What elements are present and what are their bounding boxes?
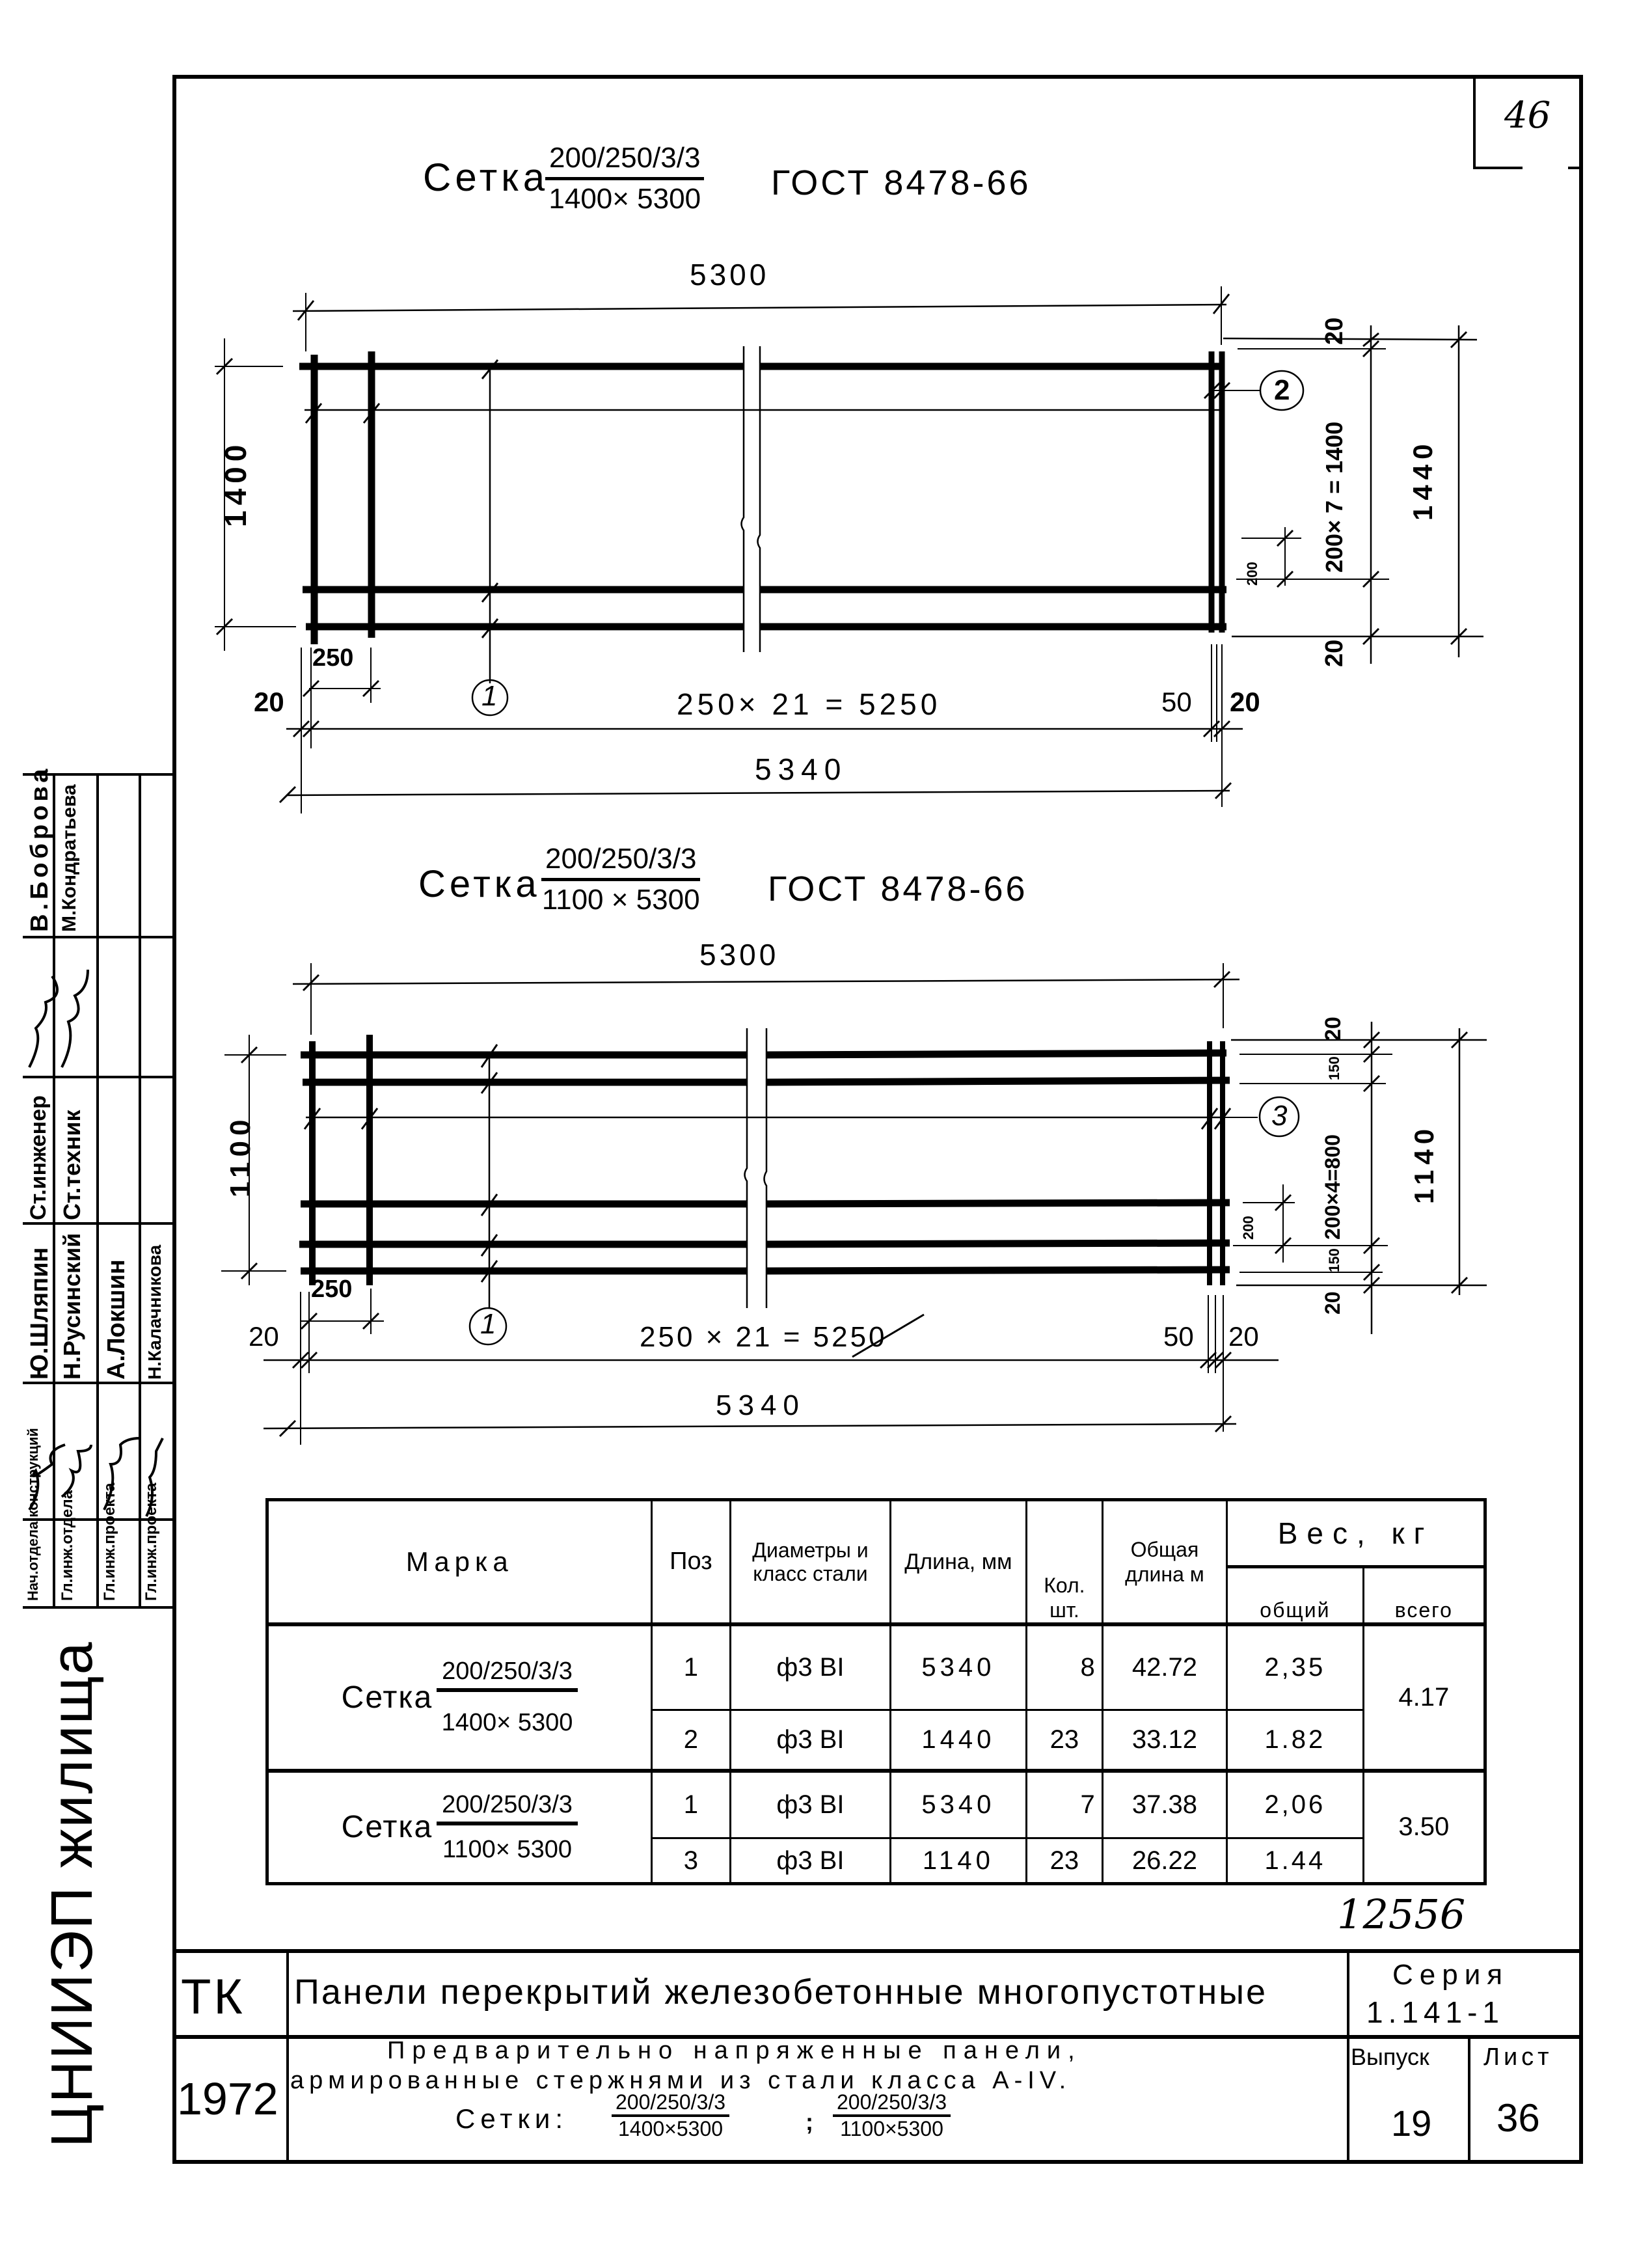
drawing1-title-numerator: 200/250/3/3 (545, 142, 704, 180)
drawing2-title-numerator: 200/250/3/3 (541, 843, 700, 881)
mesh-drawing-2 (221, 963, 1487, 1445)
d1-dim-50: 50 (1161, 687, 1192, 717)
d1-dim-5300-top: 5300 (690, 258, 770, 292)
group2-mark-prefix: Сетка (341, 1810, 433, 1845)
title-block-separator: ; (806, 2109, 813, 2135)
specification-table (265, 1498, 1487, 1885)
d1-dim-200x7: 200× 7 = 1400 (1321, 421, 1347, 573)
series-label: Серия (1392, 1959, 1510, 1991)
cell-total-length: 37.38 (1102, 1771, 1226, 1838)
stamp-org-name: ЦНИИЭП жилища (40, 1641, 105, 2148)
table-row (267, 1771, 1485, 1838)
d1-dim-20-left: 20 (254, 687, 284, 717)
cell-diameter: ф3 ВI (731, 1710, 890, 1771)
cell-diameter: ф3 ВI (731, 1771, 890, 1838)
drawing1-title-standard: ГОСТ 8478-66 (771, 163, 1031, 202)
cell-length: 1440 (890, 1710, 1026, 1771)
title-block-main-title: Панели перекрытий железобетонные многопустотные (294, 1973, 1268, 2012)
header-length: Длина, мм (890, 1500, 1026, 1624)
title-block-frac1 (612, 2090, 729, 2141)
issue-value: 19 (1391, 2103, 1432, 2144)
title-block-subtitle-line2: армированные стержнями из стали класса А-IV. (290, 2067, 1072, 2094)
inventory-number: 12556 (1337, 1891, 1466, 1938)
d2-position-1: 1 (480, 1308, 496, 1340)
series-value: 1.141-1 (1366, 1995, 1505, 2029)
d2-dim-1140: 1140 (1409, 1123, 1439, 1204)
drawing2-title-denominator: 1100 × 5300 (541, 884, 700, 916)
d2-dim-5340: 5340 (716, 1389, 806, 1421)
sheet-value: 36 (1496, 2096, 1540, 2140)
d2-dim-20-bottom-right: 20 (1321, 1291, 1344, 1315)
drawing1-title-fraction (545, 142, 704, 215)
d1-dim-20-top-right: 20 (1321, 317, 1348, 345)
title-block-frac2-den: 1100×5300 (840, 2117, 943, 2140)
sheet-label: Лист (1483, 2043, 1553, 2071)
title-block-frac1-num: 200/250/3/3 (612, 2090, 729, 2117)
cell-total-length: 26.22 (1102, 1838, 1226, 1884)
stamp-name-bobrova: В.Боброва (26, 765, 53, 932)
stamp-role-4: Гл.инж.проекта (142, 1482, 160, 1601)
group1-mark-numerator: 200/250/3/3 (437, 1658, 578, 1692)
cell-weight: 2,06 (1227, 1771, 1363, 1838)
d1-dim-5250: 250× 21 = 5250 (677, 687, 941, 721)
d2-dim-1100-left: 1100 (224, 1114, 256, 1197)
title-block-code: ТК (181, 1969, 245, 2025)
stamp-name-kalachnikova: Н.Калачникова (144, 1244, 165, 1380)
title-block-frac2 (833, 2090, 951, 2141)
d1-dim-250: 250 (312, 644, 354, 672)
d2-dim-5250: 250 × 21 = 5250 (640, 1321, 887, 1353)
d2-dim-20-top-right: 20 (1321, 1017, 1346, 1041)
drawing1-title-prefix: Сетка (423, 156, 549, 199)
stamp-role-1: Нач.отдела конструкций (25, 1428, 41, 1601)
title-block-subtitle-prefix: Сетки: (455, 2103, 569, 2134)
header-total-length: Общая длина м (1102, 1500, 1226, 1624)
cell-length: 1140 (890, 1838, 1026, 1884)
d2-dim-20-right: 20 (1228, 1321, 1259, 1352)
stamp-name-rusinsky: Н.Русинский (59, 1233, 85, 1380)
cell-diameter: ф3 ВI (731, 1624, 890, 1710)
stamp-name-lokshin: А.Локшин (103, 1259, 130, 1380)
title-block-frac1-den: 1400×5300 (617, 2117, 724, 2140)
cell-count: 23 (1027, 1838, 1103, 1884)
d2-dim-150-top: 150 (1326, 1056, 1342, 1080)
header-pos: Поз (651, 1500, 731, 1624)
d2-dim-200-small: 200 (1240, 1216, 1256, 1240)
cell-pos: 3 (651, 1838, 731, 1884)
d2-dim-50: 50 (1163, 1321, 1194, 1352)
cell-weight: 1.44 (1227, 1838, 1363, 1884)
d1-dim-1440: 1440 (1407, 439, 1438, 521)
d1-dim-20-right: 20 (1230, 687, 1260, 717)
stamp-title-senior-technician: Ст.техник (59, 1110, 85, 1220)
cell-pos: 1 (651, 1624, 731, 1710)
d2-dim-20-left: 20 (249, 1321, 279, 1352)
title-block-frac2-num: 200/250/3/3 (833, 2090, 951, 2117)
d1-position-1: 1 (481, 680, 498, 712)
header-weight: Вес, кг (1227, 1500, 1485, 1567)
header-mark: Марка (267, 1500, 652, 1624)
group2-mark (267, 1771, 652, 1884)
d1-dim-5340: 5340 (755, 752, 848, 786)
title-block-subtitle-line1: Предварительно напряженные панели, (387, 2037, 1082, 2064)
d2-dim-250: 250 (311, 1276, 353, 1303)
d1-position-2: 2 (1274, 374, 1290, 406)
drawing2-title-prefix: Сетка (418, 863, 541, 905)
d2-position-3: 3 (1271, 1100, 1288, 1132)
cell-length: 5340 (890, 1771, 1026, 1838)
stamp-name-kondratieva: М.Кондратьева (59, 784, 80, 932)
drawing1-title-denominator: 1400× 5300 (548, 183, 701, 215)
drawing2-title-standard: ГОСТ 8478-66 (768, 869, 1028, 908)
title-block-year: 1972 (177, 2073, 278, 2124)
group2-mark-denominator: 1100× 5300 (442, 1835, 573, 1863)
header-weight-item: общий (1227, 1567, 1363, 1624)
group1-mark (267, 1624, 652, 1771)
header-weight-all: всего (1363, 1567, 1485, 1624)
stamp-role-2: Гл.инж.отдела (59, 1490, 76, 1601)
cell-pos: 2 (651, 1710, 731, 1771)
cell-count: 8 (1027, 1624, 1103, 1710)
stamp-name-shlyapin: Ю.Шляпин (26, 1247, 53, 1380)
stamp-role-3: Гл.инж.проекта (101, 1482, 118, 1601)
cell-count: 23 (1027, 1710, 1103, 1771)
header-count: Кол. шт. (1027, 1500, 1103, 1624)
cell-weight: 2,35 (1227, 1624, 1363, 1710)
cell-pos: 1 (651, 1771, 731, 1838)
stamp-title-senior-engineer: Ст.инженер (26, 1095, 51, 1220)
d2-dim-150-bottom: 150 (1326, 1248, 1342, 1272)
d2-dim-5300-top: 5300 (699, 938, 779, 972)
cell-total-length: 33.12 (1102, 1710, 1226, 1771)
d1-dim-200-small: 200 (1244, 562, 1260, 586)
cell-count: 7 (1027, 1771, 1103, 1838)
cell-length: 5340 (890, 1624, 1026, 1710)
cell-total-length: 42.72 (1102, 1624, 1226, 1710)
group2-mark-numerator: 200/250/3/3 (437, 1791, 578, 1825)
d1-dim-1400-left: 1400 (219, 439, 252, 527)
page-number: 46 (1504, 94, 1551, 137)
group1-total-weight: 4.17 (1363, 1624, 1485, 1771)
mesh-drawing-1 (215, 286, 1483, 813)
issue-label: Выпуск (1351, 2043, 1429, 2070)
group2-total-weight: 3.50 (1363, 1771, 1485, 1884)
group1-mark-denominator: 1400× 5300 (441, 1709, 573, 1736)
drawing2-title-fraction (541, 843, 700, 916)
header-diameter: Диаметры и класс стали (731, 1500, 890, 1624)
cell-weight: 1.82 (1227, 1710, 1363, 1771)
table-row (267, 1624, 1485, 1710)
d2-dim-200x4: 200×4=800 (1321, 1134, 1344, 1240)
group1-mark-prefix: Сетка (341, 1680, 433, 1715)
cell-diameter: ф3 ВI (731, 1838, 890, 1884)
d1-dim-20-bottom-right: 20 (1321, 639, 1348, 667)
